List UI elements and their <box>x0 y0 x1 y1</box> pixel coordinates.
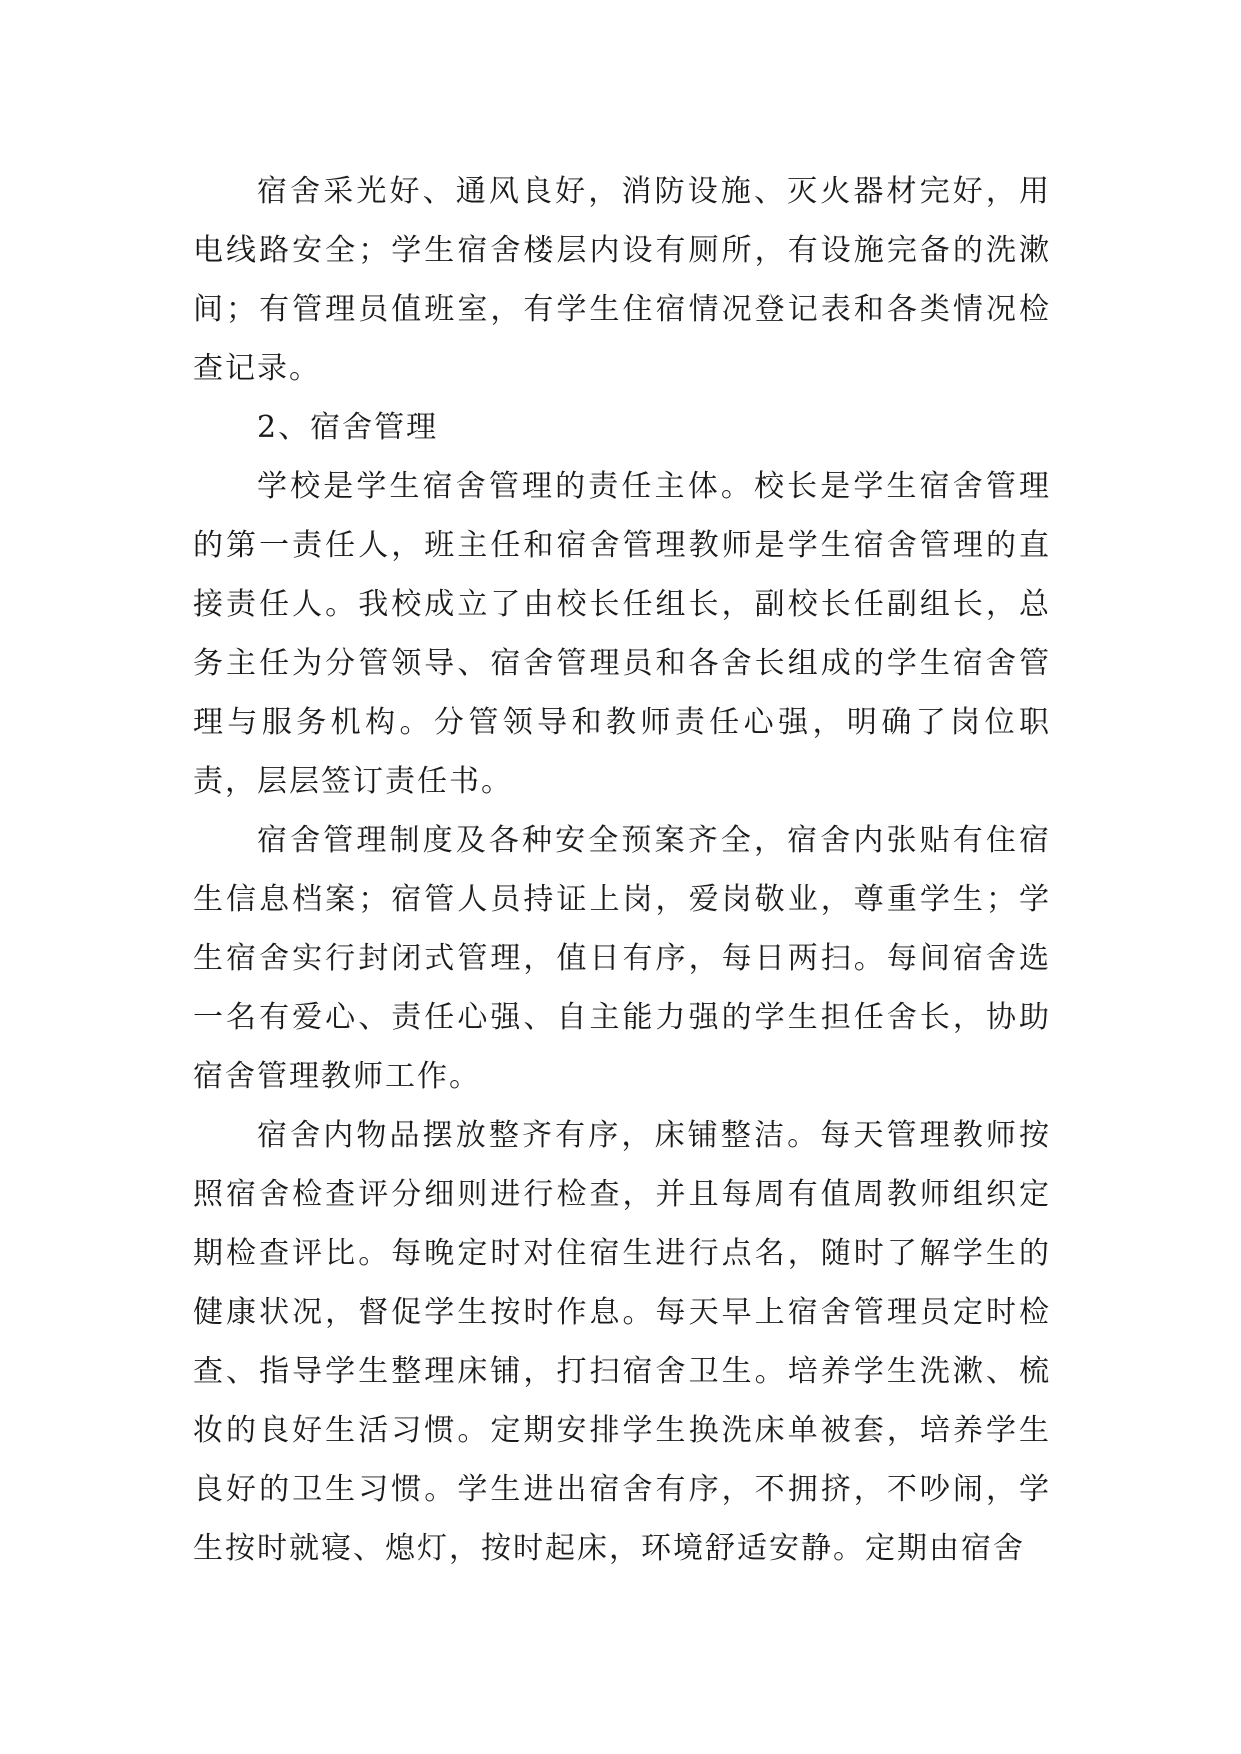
paragraph-management-system: 宿舍管理制度及各种安全预案齐全，宿舍内张贴有住宿生信息档案；宿管人员持证上岗，爱岗敬业，尊重学生；学生宿舍实行封闭式管理，值日有序，每日两扫。每间宿舍选一名有爱心、责任心强、自主能力强的学生担任舍长，协助宿舍管理教师工作。 <box>193 823 1051 1094</box>
section-heading-dormitory-management: 2、宿舍管理 <box>257 410 439 445</box>
paragraph-daily-inspection: 宿舍内物品摆放整齐有序，床铺整洁。每天管理教师按照宿舍检查评分细则进行检查，并且每周有值周教师组织定期检查评比。每晚定时对住宿生进行点名，随时了解学生的健康状况，督促学生按时作息。每天早上宿舍管理员定时检查、指导学生整理床铺，打扫宿舍卫生。培养学生洗漱、梳妆的良好生活习惯。定期安排学生换洗床单被套，培养学生良好的卫生习惯。学生进出宿舍有序，不拥挤，不吵闹，学生按时就寝、熄灯，按时起床，环境舒适安静。定期由宿舍 <box>193 1118 1051 1566</box>
document-body <box>193 162 1051 1578</box>
paragraph-dormitory-facilities: 宿舍采光好、通风良好，消防设施、灭火器材完好，用电线路安全；学生宿舍楼层内设有厕所，有设施完备的洗漱间；有管理员值班室，有学生住宿情况登记表和各类情况检查记录。 <box>193 174 1051 386</box>
paragraph-responsibility: 学校是学生宿舍管理的责任主体。校长是学生宿舍管理的第一责任人，班主任和宿舍管理教师是学生宿舍管理的直接责任人。我校成立了由校长任组长，副校长任副组长，总务主任为分管领导、宿舍管理员和各舍长组成的学生宿舍管理与服务机构。分管领导和教师责任心强，明确了岗位职责，层层签订责任书。 <box>193 469 1051 799</box>
